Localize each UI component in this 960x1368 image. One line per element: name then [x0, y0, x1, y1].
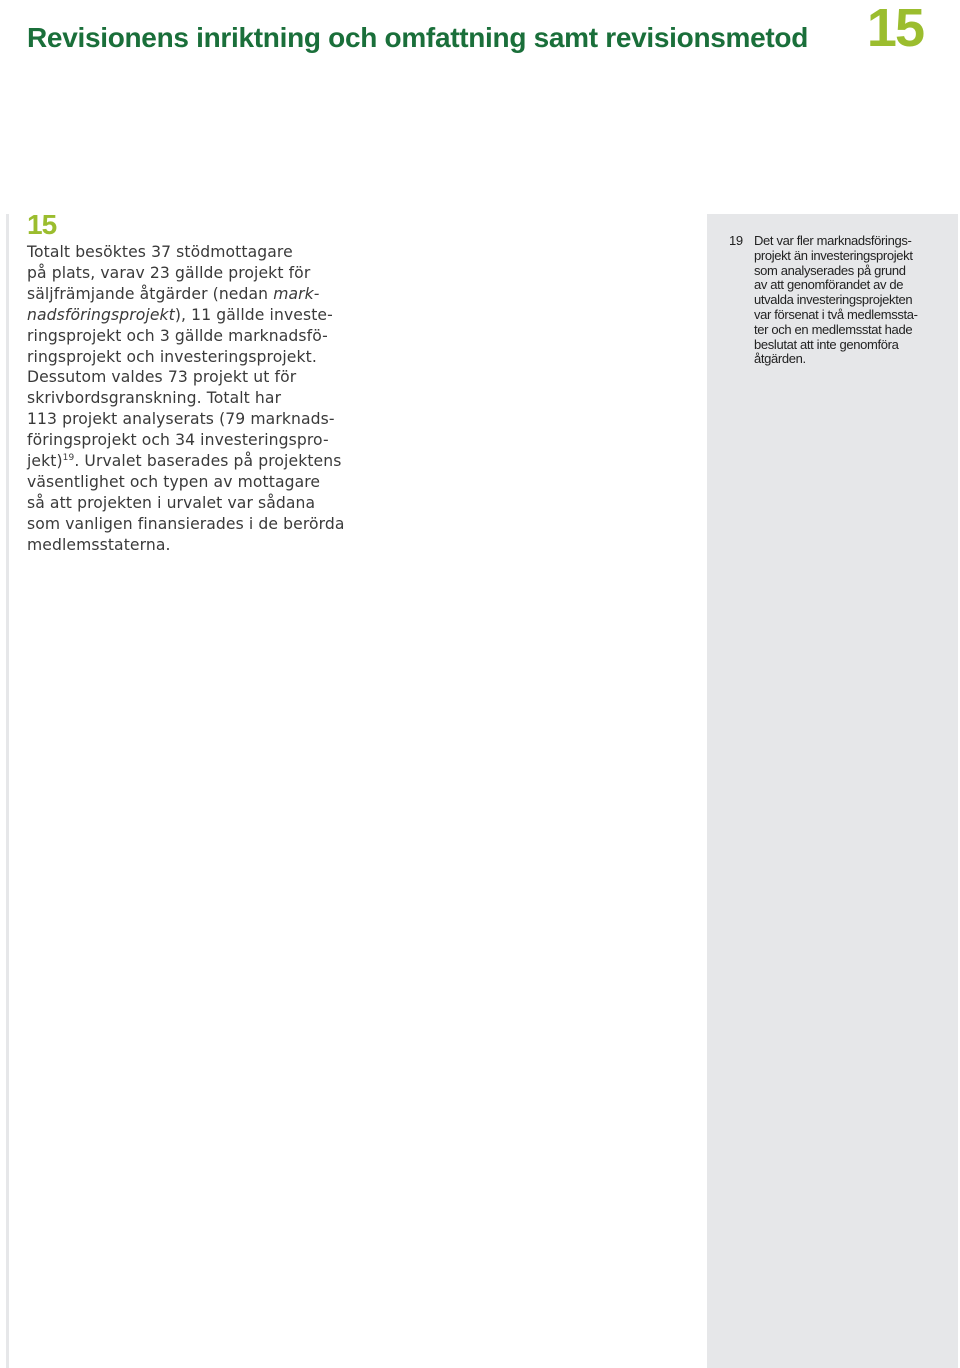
text-line: Dessutom valdes 73 projekt ut för — [27, 368, 297, 387]
footnote-line: ter och en medlemsstat hade — [754, 321, 913, 337]
footnote-line: av att genomförandet av de — [754, 277, 904, 293]
footnote-number: 19 — [729, 233, 743, 248]
text-line: medlemsstaterna. — [27, 535, 171, 554]
text-line: ringsprojekt och 3 gällde marknadsfö- — [27, 326, 328, 345]
text-line: så att projekten i urvalet var sådana — [27, 493, 316, 512]
section-15 — [27, 208, 357, 556]
text-line: 113 projekt analyserats (79 marknads- — [27, 410, 335, 429]
footnote-line: Det var fler marknadsförings- — [754, 233, 912, 248]
text-line: föringsprojekt och 34 investeringspro- — [27, 431, 329, 450]
footnote-line: utvalda investeringsprojekten — [754, 292, 913, 308]
footnote-line: projekt än investeringsprojekt — [754, 247, 913, 263]
footnote-line: som analyserades på grund — [754, 262, 906, 278]
footnote-sidebar — [707, 214, 958, 1368]
footnote-line: beslutat att inte genomföra — [754, 336, 899, 352]
footnote-line: åtgärden. — [754, 351, 806, 367]
text-line: ringsprojekt och investeringsprojekt. — [27, 347, 317, 366]
text-line: . Urvalet baserades på projektens — [74, 452, 342, 471]
footnote-19 — [729, 234, 941, 367]
text-line: på plats, varav 23 gällde projekt för — [27, 263, 311, 282]
text-line: Totalt besöktes 37 stödmottagare — [27, 243, 293, 261]
text-line: ), 11 gällde investe- — [174, 305, 333, 324]
footnote-text — [754, 234, 941, 367]
text-line: säljfrämjande åtgärder (nedan — [27, 284, 274, 303]
text-line: väsentlighet och typen av mottagare — [27, 472, 321, 491]
page-title: Revisionens inriktning och omfattning samt revisionsmetod — [27, 22, 809, 53]
section-body-text — [27, 242, 357, 556]
section-number: 15 — [27, 209, 57, 240]
text-line: jekt) — [27, 452, 63, 471]
footnote-reference[interactable]: 19 — [62, 452, 75, 463]
page-number: 15 — [866, 0, 923, 58]
text-line-italic: nadsföringsprojekt — [27, 305, 175, 324]
left-margin-rule — [6, 214, 9, 1368]
text-line-italic: mark- — [273, 284, 320, 303]
text-line: skrivbordsgranskning. Totalt har — [27, 389, 282, 408]
footnote-line: var försenat i två medlemssta- — [754, 306, 918, 322]
text-line: som vanligen finansierades i de berörda — [27, 514, 345, 533]
